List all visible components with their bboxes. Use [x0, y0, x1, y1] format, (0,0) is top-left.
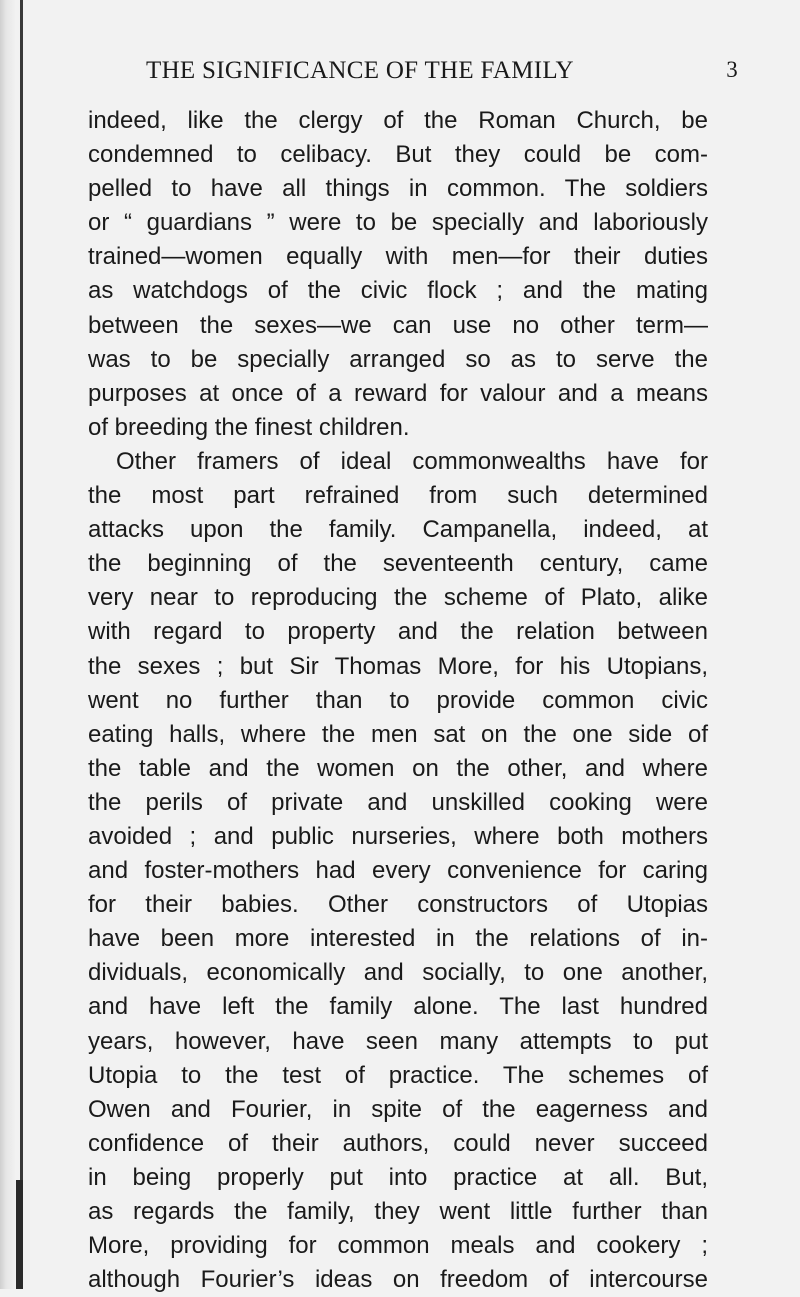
- paragraph-2: [88, 445, 708, 1297]
- text-line: trained—women equally with men—for their duties: [88, 243, 708, 271]
- text-line: and have left the family alone. The last hundred: [88, 993, 708, 1021]
- page-binding-line: [20, 0, 23, 1289]
- text-line: eating halls, where the men sat on the one side of: [88, 720, 708, 748]
- text-line: indeed, like the clergy of the Roman Church, be: [88, 107, 708, 134]
- text-line: went no further than to provide common civic: [88, 686, 708, 714]
- text-line: between the sexes—we can use no other term—: [88, 311, 708, 339]
- text-line: Utopia to the test of practice. The schemes of: [88, 1061, 708, 1089]
- running-head-title: THE SIGNIFICANCE OF THE FAMILY: [146, 57, 574, 84]
- running-head: [132, 57, 738, 91]
- text-line: of breeding the finest children.: [88, 413, 410, 441]
- text-line: as watchdogs of the civic flock ; and the mating: [88, 277, 708, 305]
- text-line: avoided ; and public nurseries, where both mothers: [88, 822, 708, 850]
- text-line: as regards the family, they went little further than: [88, 1198, 708, 1225]
- text-line: years, however, have seen many attempts to put: [88, 1027, 708, 1055]
- text-line: purposes at once of a reward for valour and a means: [88, 379, 708, 407]
- text-line: or “ guardians ” were to be specially and laboriously: [88, 209, 708, 237]
- text-line: condemned to celibacy. But they could be com-: [88, 141, 708, 169]
- text-line: and foster-mothers had every convenience for caring: [88, 857, 708, 885]
- text-line: have been more interested in the relations of in-: [88, 925, 708, 953]
- text-line: the beginning of the seventeenth century, came: [88, 550, 708, 578]
- text-line: the perils of private and unskilled cooking were: [88, 788, 708, 816]
- page-number: 3: [726, 57, 738, 82]
- body-text: [88, 104, 708, 1297]
- text-line: pelled to have all things in common. The soldiers: [88, 175, 708, 203]
- text-line: More, providing for common meals and cookery ;: [88, 1232, 708, 1260]
- text-line: attacks upon the family. Campanella, indeed, at: [88, 516, 708, 544]
- paragraph-1: [88, 104, 708, 445]
- text-line: Owen and Fourier, in spite of the eagerness and: [88, 1095, 708, 1123]
- text-line: the most part refrained from such determined: [88, 482, 708, 510]
- text-line: dividuals, economically and socially, to one another,: [88, 959, 708, 987]
- text-line: Other framers of ideal commonwealths have for: [116, 447, 708, 475]
- text-line: the table and the women on the other, and where: [88, 754, 708, 782]
- text-line: in being properly put into practice at all. But,: [88, 1163, 708, 1191]
- text-line: although Fourier’s ideas on freedom of intercourse: [88, 1266, 708, 1294]
- text-line: the sexes ; but Sir Thomas More, for his Utopians,: [88, 652, 708, 680]
- text-line: for their babies. Other constructors of Utopias: [88, 891, 708, 919]
- text-line: very near to reproducing the scheme of Plato, alike: [88, 584, 708, 612]
- page-binding-line-bottom: [16, 1180, 23, 1289]
- text-line: was to be specially arranged so as to serve the: [88, 345, 708, 373]
- text-line: with regard to property and the relation between: [88, 618, 708, 646]
- text-line: confidence of their authors, could never succeed: [88, 1129, 708, 1157]
